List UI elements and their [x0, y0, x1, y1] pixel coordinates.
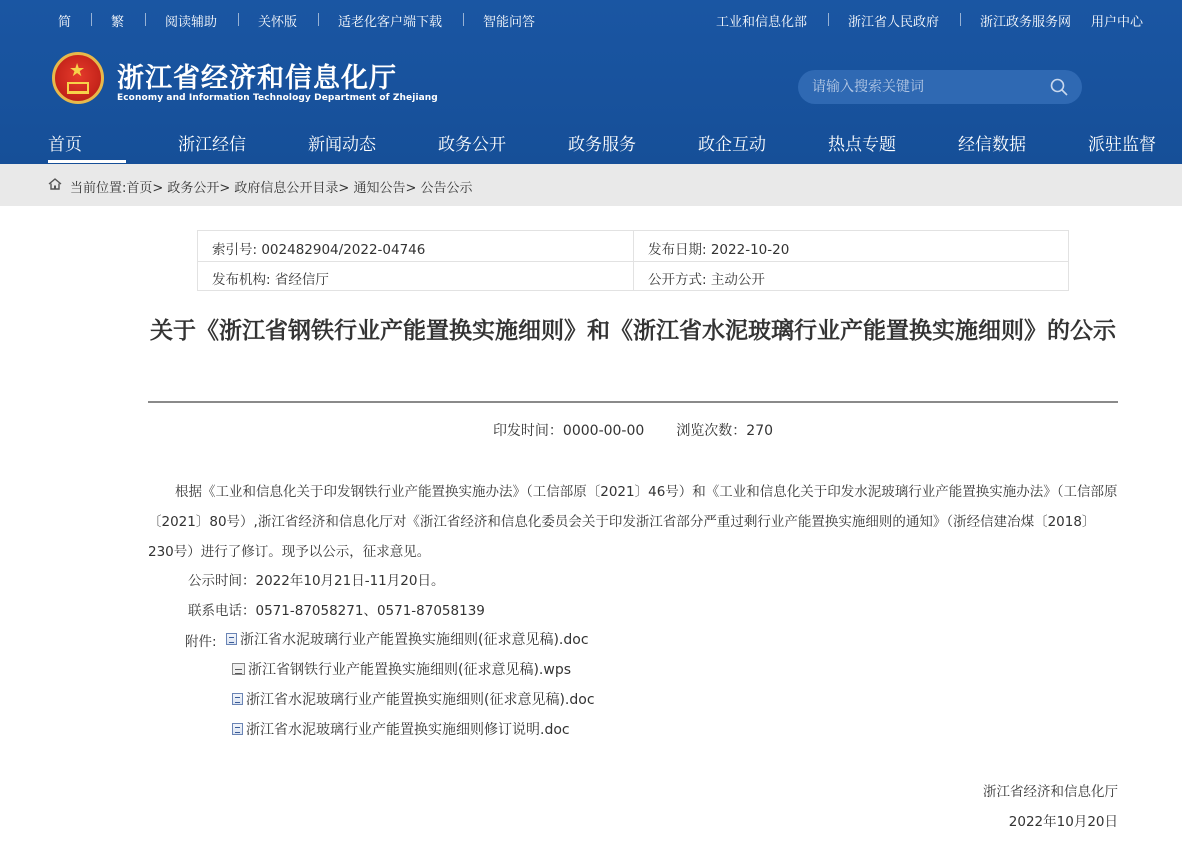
- zj-service-link[interactable]: 浙江政务服务网: [980, 15, 1072, 30]
- main-nav: [0, 124, 1182, 164]
- care-version-link[interactable]: 关怀版: [258, 15, 298, 30]
- issue-time: 印发时间：0000-00-00: [492, 423, 645, 439]
- smart-qa-link[interactable]: 智能问答: [483, 15, 536, 30]
- divider: [91, 13, 92, 26]
- signature-organization: 浙江省经济和信息化厅: [983, 784, 1118, 800]
- article-stats: [148, 420, 1118, 440]
- user-center-link[interactable]: 用户中心: [1091, 15, 1144, 30]
- nav-home[interactable]: 首页: [48, 135, 82, 155]
- simplified-chinese-link[interactable]: 简: [58, 15, 72, 30]
- divider: [463, 13, 464, 26]
- nav-zj-economy[interactable]: 浙江经信: [178, 135, 246, 155]
- meta-index-number: 索引号: 002482904/2022-04746: [212, 242, 426, 258]
- doc-file-icon: [232, 723, 243, 735]
- attachment-link[interactable]: 浙江省水泥玻璃行业产能置换实施细则(征求意见稿).doc: [232, 689, 595, 709]
- nav-news[interactable]: 新闻动态: [308, 135, 376, 155]
- wps-file-icon: [232, 663, 245, 675]
- home-icon: [48, 178, 62, 190]
- nav-gov-service[interactable]: 政务服务: [568, 135, 636, 155]
- view-count: 浏览次数：270: [676, 423, 774, 439]
- top-bar: [0, 0, 1182, 40]
- divider: [828, 13, 829, 26]
- divider: [145, 13, 146, 26]
- contact-phone: 联系电话：0571-87058271、0571-87058139: [188, 603, 485, 619]
- zj-government-link[interactable]: 浙江省人民政府: [848, 15, 940, 30]
- attachment-link[interactable]: 浙江省水泥玻璃行业产能置换实施细则(征求意见稿).doc: [226, 629, 589, 649]
- nav-supervision[interactable]: 派驻监督: [1088, 135, 1156, 155]
- document-meta-table: [197, 230, 1069, 291]
- breadcrumb[interactable]: 当前位置:首页> 政务公开> 政府信息公开目录> 通知公告> 公告公示: [70, 181, 473, 196]
- doc-file-icon: [232, 693, 243, 705]
- national-emblem-icon[interactable]: ★: [52, 52, 104, 104]
- doc-file-icon: [226, 633, 237, 645]
- divider: [238, 13, 239, 26]
- title-divider: [148, 401, 1118, 403]
- attachment-link[interactable]: 浙江省水泥玻璃行业产能置换实施细则修订说明.doc: [232, 719, 570, 739]
- article-title: 关于《浙江省钢铁行业产能置换实施细则》和《浙江省水泥玻璃行业产能置换实施细则》的公示: [150, 318, 1116, 344]
- nav-gov-affairs[interactable]: 政务公开: [438, 135, 506, 155]
- publicity-period: 公示时间：2022年10月21日-11月20日。: [188, 573, 445, 589]
- attachment-link[interactable]: 浙江省钢铁行业产能置换实施细则(征求意见稿).wps: [232, 659, 571, 679]
- divider: [960, 13, 961, 26]
- traditional-chinese-link[interactable]: 繁: [111, 15, 125, 30]
- meta-publisher: 发布机构: 省经信厅: [212, 272, 329, 288]
- site-subtitle: Economy and Information Technology Department of Zhejiang: [117, 93, 438, 103]
- search-input[interactable]: [812, 78, 1032, 96]
- attachments-label: 附件:: [185, 634, 217, 650]
- meta-publish-date: 发布日期: 2022-10-20: [648, 242, 790, 258]
- article-paragraph: 根据《工业和信息化关于印发钢铁行业产能置换实施办法》（工信部原〔2021〕46号）和《工业和信息化关于印发水泥玻璃行业产能置换实施办法》（工信部原〔2021〕80号）,浙江省经济和信息化厅对《浙江省经济和信息化委员会关于印发浙江省部分严重过剩行业产能置换实施细则的通知》（浙经信建冶煤〔2018〕230号）进行了修订。现予以公示，征求意见。: [148, 484, 1118, 560]
- miit-link[interactable]: 工业和信息化部: [716, 15, 808, 30]
- signature-date: 2022年10月20日: [1008, 814, 1118, 830]
- elderly-client-download-link[interactable]: 适老化客户端下载: [338, 15, 443, 30]
- nav-interaction[interactable]: 政企互动: [698, 135, 766, 155]
- site-title[interactable]: 浙江省经济和信息化厅: [117, 63, 397, 94]
- breadcrumb-bar: [0, 164, 1182, 206]
- nav-hot-topics[interactable]: 热点专题: [828, 135, 896, 155]
- nav-active-indicator: [48, 160, 126, 163]
- meta-open-mode: 公开方式: 主动公开: [648, 272, 765, 288]
- nav-data[interactable]: 经信数据: [958, 135, 1026, 155]
- search-icon[interactable]: [1050, 78, 1068, 96]
- reading-aid-link[interactable]: 阅读辅助: [165, 15, 218, 30]
- site-header: [0, 0, 1182, 164]
- divider: [318, 13, 319, 26]
- search-box: [798, 70, 1082, 104]
